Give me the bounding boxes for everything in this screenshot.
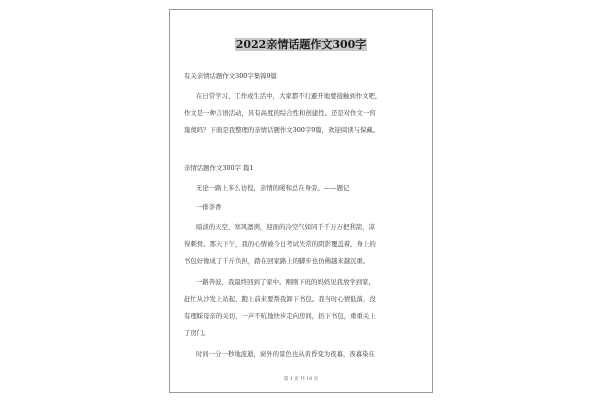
intro-line: 篾蔑吗？下面是我整理的亲情话题作文300字9篇，欢迎阅读与保藏。 [184,126,380,134]
epigraph-quote: 无论一路上多么彷徨，亲情的暖和总在身旁。——题记 [196,184,350,192]
paragraph-line: 书包好像成了千斤负担，踏在回家路上的脚步也仿佛越来越沉重。 [184,257,370,265]
paragraph-line: 暗淡的天空，寒风凛冽，迎面的冷空气如同千千万万把利箭，凉 [196,223,375,231]
document-title: 2022亲情话题作文300字 [235,38,367,51]
document-subtitle: 有关亲情话题作文300字集锦9篇 [184,72,277,80]
paragraph-line: 得刺骨。那天下午，我的心情被今日考试失常的阴影覆盖着，身上的 [184,240,376,248]
author-name: 一排茶香 [196,203,222,211]
document-page [169,9,433,393]
paragraph-line: 赶忙从沙发上站起，跑上前来要帮我卸下书包。我当时心情低落，没 [184,295,376,303]
paragraph-line: 了房门。 [184,329,210,337]
paragraph-line: 时间一分一秒地流逝，窗外的景色也从黄昏变为夜幕，夜幕染在 [196,350,375,358]
paragraph-line: 一路奔波，我最终回到了家中。刚刚下班的妈妈见我放学到家， [196,278,375,286]
section-title: 亲情话题作文300字 篇1 [184,164,254,172]
paragraph-line: 有理睬母亲的关切，一声不吭地快步走向房间，扔下书包，重重关上 [184,312,376,320]
intro-line: 在日常学习、工作或生活中，大家都不行避开地要接触到作文吧， [196,92,382,100]
intro-line: 作文是一种言语活动，具有高度的综合性和创建性。还是对作文一窍 [184,109,376,117]
page-footer: 第 1 页 共 10 页 [283,377,319,382]
